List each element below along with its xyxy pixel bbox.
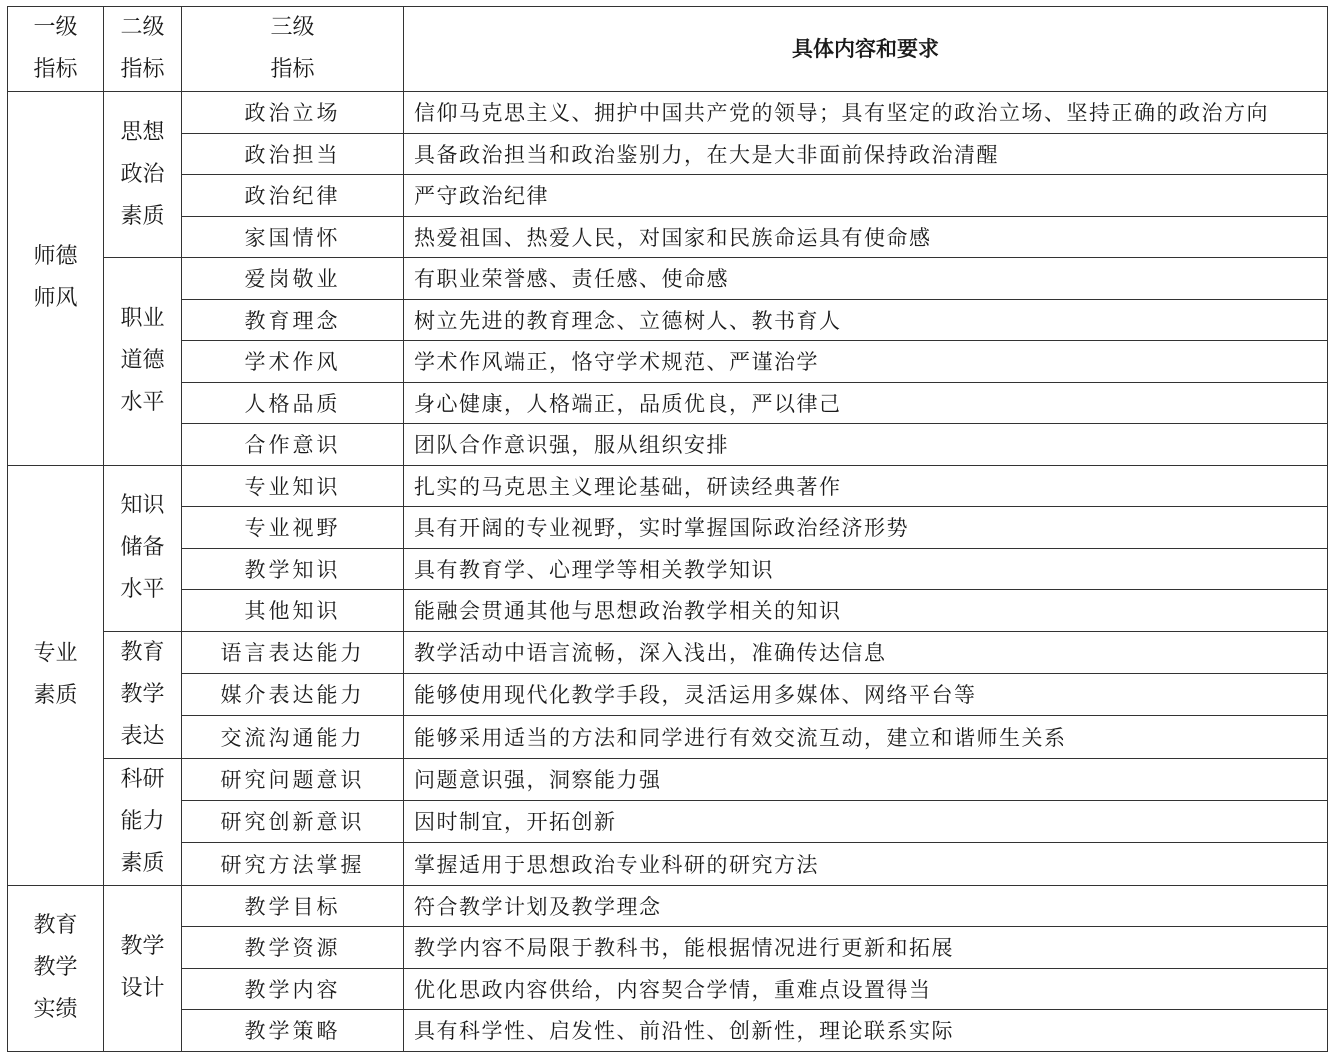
detail-cell: 因时制宜，开拓创新 — [404, 800, 1328, 842]
table-row — [8, 299, 1328, 341]
level3-cell: 学术作风 — [182, 341, 404, 383]
level3-cell: 研究创新意识 — [182, 800, 404, 842]
level3-cell: 教学策略 — [182, 1010, 404, 1052]
table-body — [8, 92, 1328, 1052]
table-row — [8, 927, 1328, 969]
level2-label: 知识储备水平 — [120, 493, 165, 602]
detail-cell: 能够采用适当的方法和同学进行有效交流互动，建立和谐师生关系 — [404, 716, 1328, 758]
detail-cell: 团队合作意识强，服从组织安排 — [404, 424, 1328, 466]
table-row — [8, 631, 1328, 673]
table-row — [8, 424, 1328, 466]
level3-cell: 教学知识 — [182, 548, 404, 590]
header-level2: 二级指标 — [104, 7, 182, 92]
detail-cell: 学术作风端正，恪守学术规范、严谨治学 — [404, 341, 1328, 383]
detail-cell: 教学内容不局限于教科书，能根据情况进行更新和拓展 — [404, 927, 1328, 969]
level3-cell: 政治立场 — [182, 92, 404, 134]
level1-label: 师德师风 — [33, 244, 78, 312]
level3-cell: 人格品质 — [182, 382, 404, 424]
level3-cell: 合作意识 — [182, 424, 404, 466]
level3-cell: 家国情怀 — [182, 216, 404, 258]
header-level1: 一级指标 — [8, 7, 104, 92]
detail-cell: 有职业荣誉感、责任感、使命感 — [404, 258, 1328, 300]
detail-cell: 具备政治担当和政治鉴别力，在大是大非面前保持政治清醒 — [404, 133, 1328, 175]
level3-cell: 语言表达能力 — [182, 631, 404, 673]
table-row — [8, 800, 1328, 842]
detail-cell: 树立先进的教育理念、立德树人、教书育人 — [404, 299, 1328, 341]
level3-cell: 媒介表达能力 — [182, 673, 404, 715]
detail-cell: 符合教学计划及教学理念 — [404, 885, 1328, 927]
level3-cell: 交流沟通能力 — [182, 716, 404, 758]
detail-cell: 信仰马克思主义、拥护中国共产党的领导；具有坚定的政治立场、坚持正确的政治方向 — [404, 92, 1328, 134]
level2-label: 职业道德水平 — [120, 306, 165, 416]
level3-cell: 专业知识 — [182, 465, 404, 507]
level2-cell — [104, 92, 182, 258]
level2-cell — [104, 258, 182, 466]
level1-cell — [8, 92, 104, 466]
table-row — [8, 465, 1328, 507]
level3-cell: 研究问题意识 — [182, 758, 404, 800]
header-level3: 三级指标 — [182, 7, 404, 92]
table-row — [8, 885, 1328, 927]
level3-cell: 专业视野 — [182, 507, 404, 549]
level1-label: 专业素质 — [33, 641, 78, 708]
detail-cell: 能够使用现代化教学手段，灵活运用多媒体、网络平台等 — [404, 673, 1328, 715]
level3-cell: 政治纪律 — [182, 175, 404, 217]
detail-cell: 具有教育学、心理学等相关教学知识 — [404, 548, 1328, 590]
detail-cell: 掌握适用于思想政治专业科研的研究方法 — [404, 843, 1328, 885]
table-row — [8, 133, 1328, 175]
table-row — [8, 843, 1328, 885]
table-row — [8, 507, 1328, 549]
table-row — [8, 673, 1328, 715]
detail-cell: 优化思政内容供给，内容契合学情，重难点设置得当 — [404, 968, 1328, 1010]
detail-cell: 具有开阔的专业视野，实时掌握国际政治经济形势 — [404, 507, 1328, 549]
table-row — [8, 1010, 1328, 1052]
table-row — [8, 548, 1328, 590]
level3-cell: 教育理念 — [182, 299, 404, 341]
table-header-row — [8, 7, 1328, 92]
detail-cell: 扎实的马克思主义理论基础，研读经典著作 — [404, 465, 1328, 507]
detail-cell: 身心健康，人格端正，品质优良，严以律己 — [404, 382, 1328, 424]
level3-cell: 研究方法掌握 — [182, 843, 404, 885]
level3-cell: 爱岗敬业 — [182, 258, 404, 300]
level2-label: 教育教学表达 — [120, 639, 165, 749]
table-row — [8, 92, 1328, 134]
level2-cell — [104, 885, 182, 1051]
level3-cell: 其他知识 — [182, 590, 404, 632]
table-row — [8, 590, 1328, 632]
level2-label: 思想政治素质 — [120, 119, 165, 229]
level3-cell: 教学内容 — [182, 968, 404, 1010]
header-content: 具体内容和要求 — [404, 7, 1328, 92]
detail-cell: 热爱祖国、热爱人民，对国家和民族命运具有使命感 — [404, 216, 1328, 258]
table-row — [8, 382, 1328, 424]
level3-cell: 教学资源 — [182, 927, 404, 969]
level2-cell — [104, 631, 182, 758]
level3-cell: 教学目标 — [182, 885, 404, 927]
level1-label: 教育教学实绩 — [33, 913, 78, 1022]
table-row — [8, 258, 1328, 300]
level2-label: 科研能力素质 — [120, 766, 165, 876]
level1-cell — [8, 885, 104, 1051]
detail-cell: 具有科学性、启发性、前沿性、创新性，理论联系实际 — [404, 1010, 1328, 1052]
detail-cell: 严守政治纪律 — [404, 175, 1328, 217]
detail-cell: 教学活动中语言流畅，深入浅出，准确传达信息 — [404, 631, 1328, 673]
level2-label: 教学设计 — [120, 934, 165, 1001]
level2-cell — [104, 758, 182, 885]
table-row — [8, 216, 1328, 258]
detail-cell: 能融会贯通其他与思想政治教学相关的知识 — [404, 590, 1328, 632]
table-row — [8, 341, 1328, 383]
table-row — [8, 716, 1328, 758]
indicator-table — [7, 6, 1328, 1052]
detail-cell: 问题意识强，洞察能力强 — [404, 758, 1328, 800]
level1-cell — [8, 465, 104, 885]
level3-cell: 政治担当 — [182, 133, 404, 175]
table-row — [8, 758, 1328, 800]
table-row — [8, 968, 1328, 1010]
level2-cell — [104, 465, 182, 631]
table-row — [8, 175, 1328, 217]
